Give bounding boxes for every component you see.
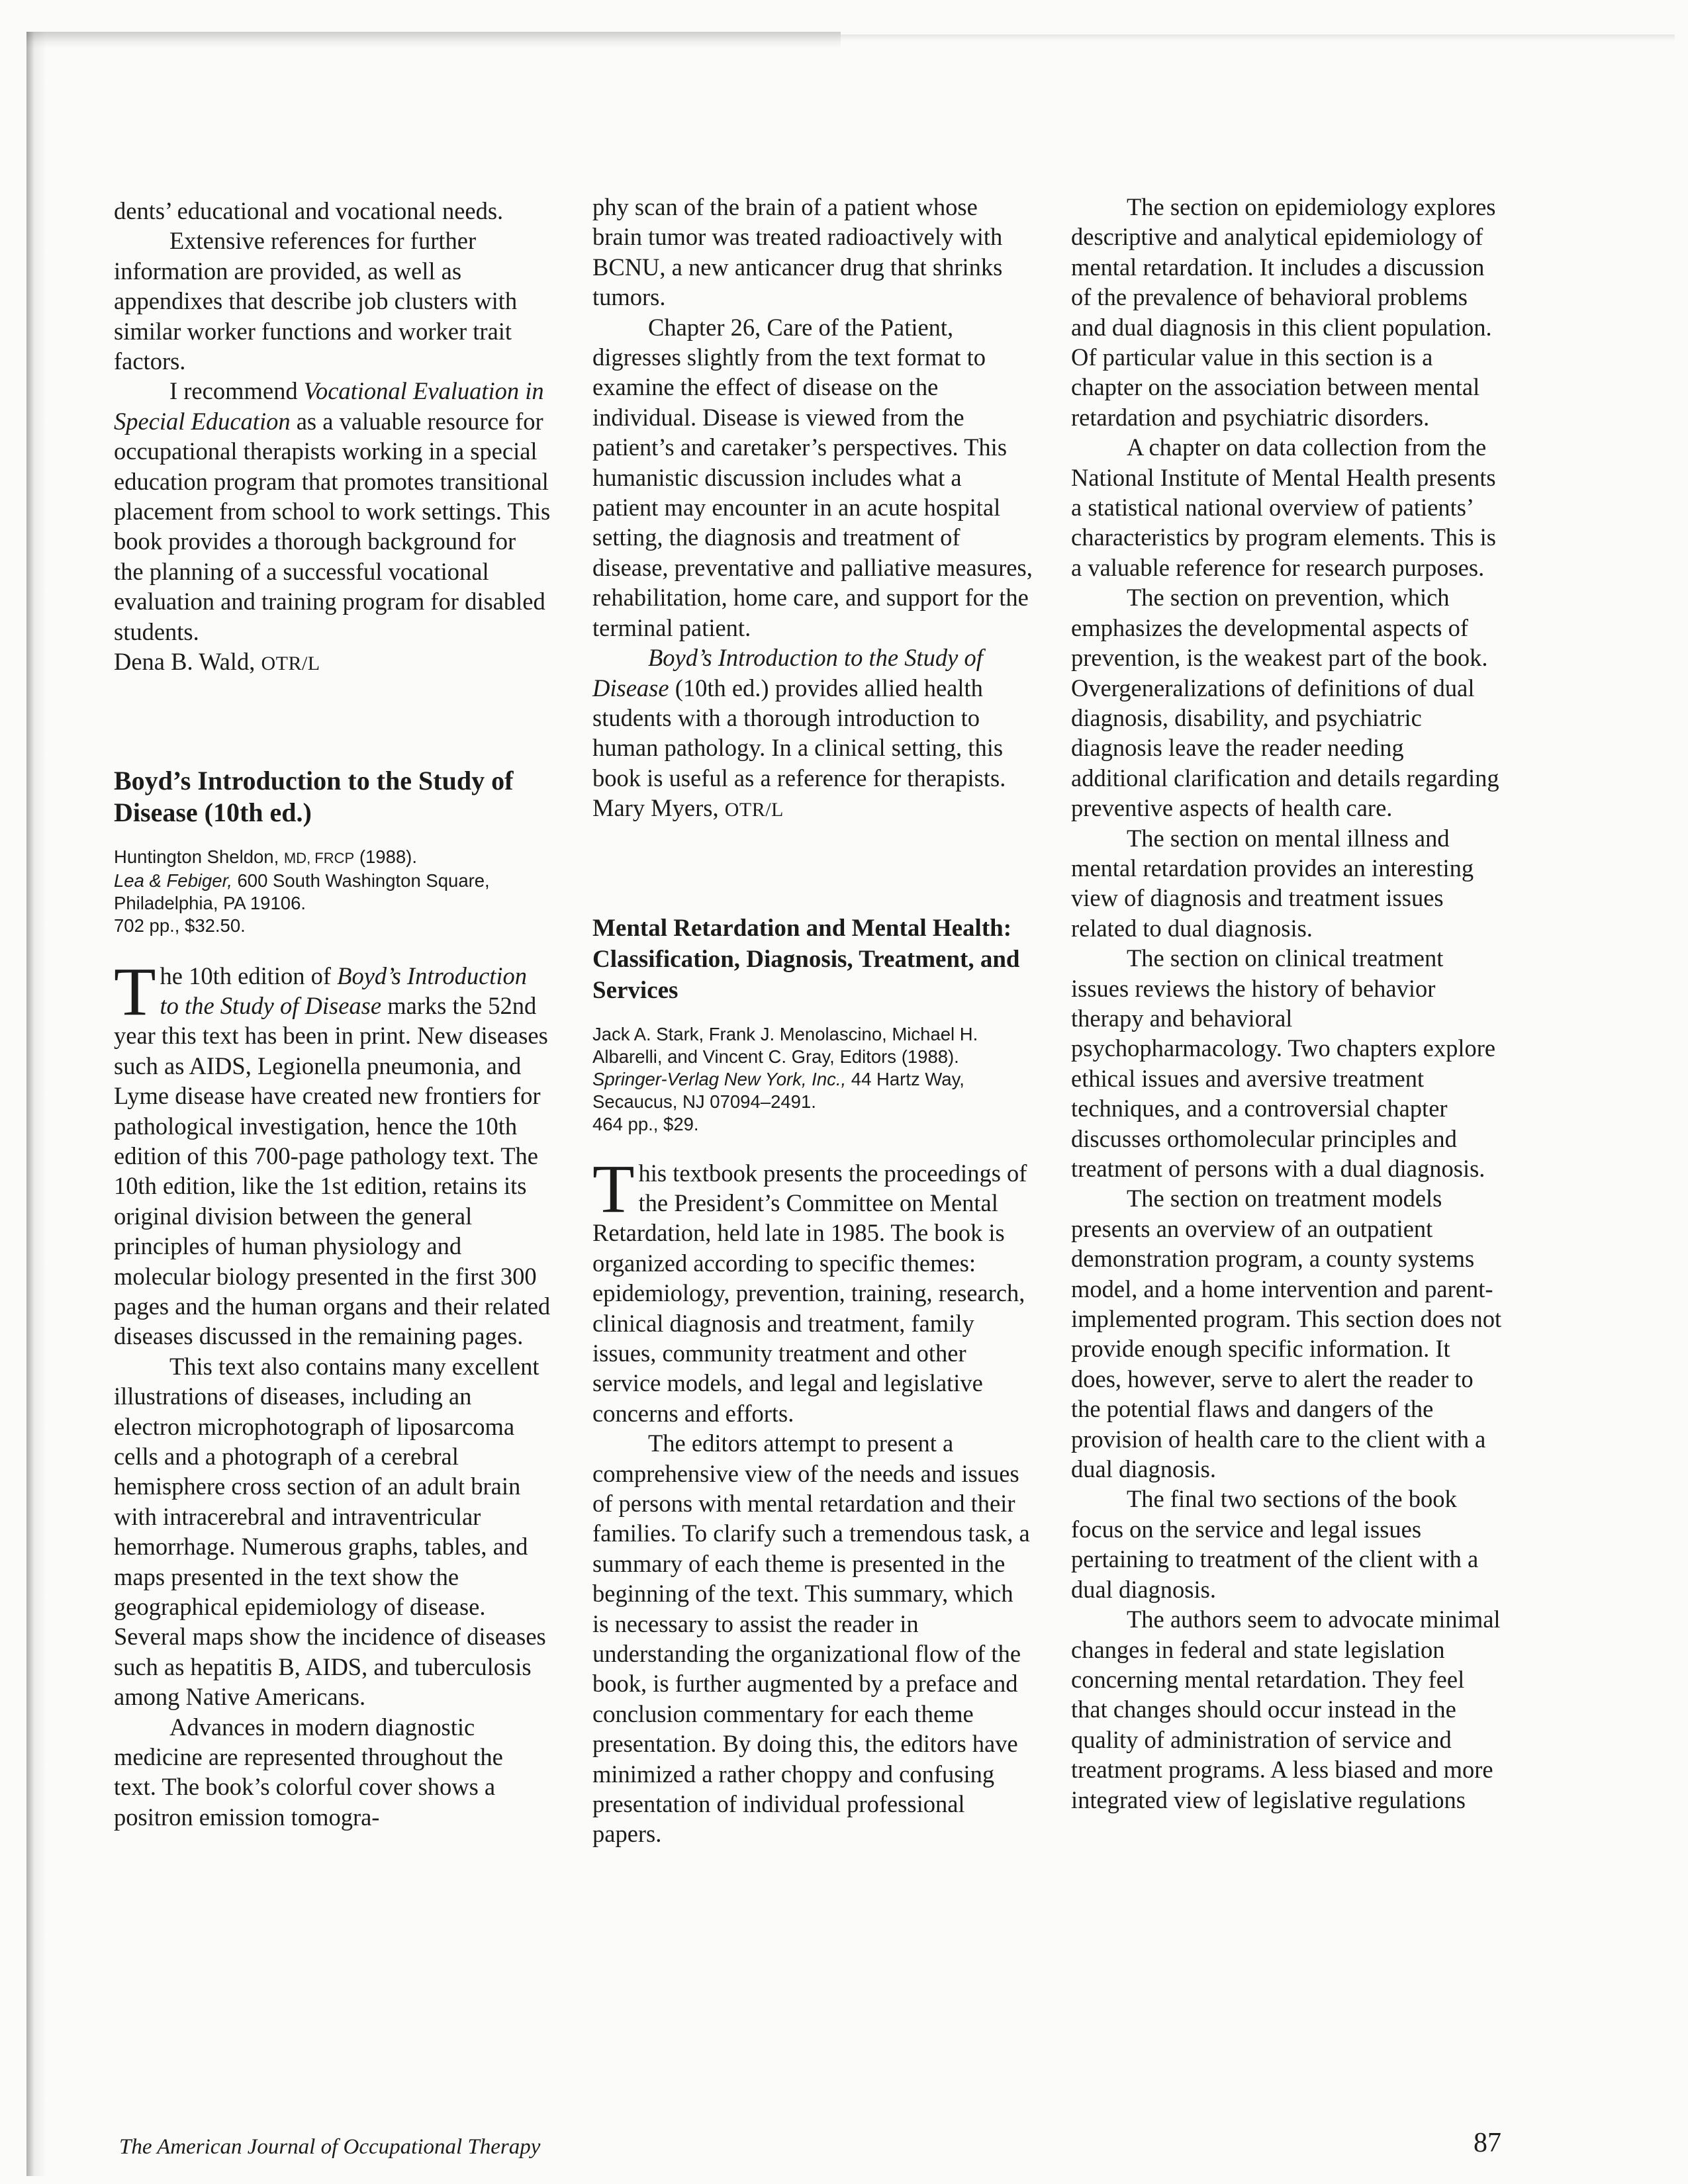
paragraph: phy scan of the brain of a patient whose brain tumor was treated radioactively with BCNU, a new anticancer drug that shrinks tumors. (592, 193, 1003, 311)
page-number: 87 (1474, 2128, 1501, 2158)
scan-shadow-top-right (841, 34, 1675, 41)
paragraph: The section on mental illness and mental retardation provides an interesting view of diagnosis and treatment issues related to dual diagnosis. (1071, 824, 1474, 942)
column-1 (114, 196, 551, 1832)
paragraph: The section on clinical treatment issues reviews the history of behavior therapy and behavioral psychopharmacology. Two chapters explore ethical issues and aversive treatment techniques, and a controversial chapter discusses orthomolecular principles and treatment of persons with a dual diagnosis. (1071, 944, 1496, 1182)
scan-shadow-top (26, 32, 841, 49)
bibliographic-pages-price: 702 pp., $32.50. (114, 915, 246, 936)
paragraph: Boyd’s Introduction to the Study of Disease (10th ed.) provides allied health students with a thorough introduction to human pathology. In a clinical setting, this book is useful as a reference for therapists. (592, 644, 1006, 792)
scan-shadow-left (26, 32, 46, 2176)
paragraph: Chapter 26, Care of the Patient, digresses slightly from the text format to examine the effect of disease on the individual. Disease is viewed from the patient’s and caretaker’s perspectives. This humanistic discussion includes what a patient may encounter in an acute hospital setting, the diagnosis and treatment of disease, preventative and palliative measures, rehabilitation, home care, and support for the terminal patient. (592, 313, 1033, 641)
bibliographic-editors: Jack A. Stark, Frank J. Menolascino, Michael H. Albarelli, and Vincent C. Gray, Editors (1988). (592, 1023, 978, 1067)
bibliographic-author: Huntington Sheldon, MD, FRCP (1988). (114, 846, 417, 867)
review-title: Mental Retardation and Mental Health: Classification, Diagnosis, Treatment, and Services (592, 914, 1020, 1004)
column-2 (592, 192, 1033, 1849)
paragraph: This textbook presents the proceedings of the President’s Committee on Mental Retardation, held late in 1985. The book is organized according to specific themes: epidemiology, prevention, training, research, clinical diagnosis and treatment, family issues, community treatment and other service models, and legal and legislative concerns and efforts. (592, 1150, 1027, 1427)
reviewer-signature: Mary Myers, OTR/L (592, 794, 784, 822)
paragraph: The final two sections of the book focus on the service and legal issues pertaining to treatment of the client with a dual diagnosis. (1071, 1485, 1479, 1603)
review-title: Boyd’s Introduction to the Study of Disease (10th ed.) (114, 765, 514, 827)
paragraph: This text also contains many excellent illustrations of diseases, including an electron microphotograph of liposarcoma cells and a photograph of a cerebral hemisphere cross section of an adult brain with intracerebral and intraventricular hemorrhage. Numerous graphs, tables, and maps presented in the text show the geographical epidemiology of disease. Several maps show the incidence of diseases such as hepatitis B, AIDS, and tuberculosis among Native Americans. (114, 1352, 546, 1711)
paragraph: The authors seem to advocate minimal changes in federal and state legislation concerning mental retardation. They feel that changes should occur instead in the quality of administration of service and treatment programs. A less biased and more integrated view of legislative regulations (1071, 1606, 1501, 1813)
paragraph: The section on epidemiology explores descriptive and analytical epidemiology of mental retardation. It includes a discussion of the prevalence of behavioral problems and dual diagnosis in this client population. Of particular value in this section is a chapter on the association between mental retardation and psychiatric disorders. (1071, 193, 1496, 431)
bibliographic-pages-price: 464 pp., $29. (592, 1113, 699, 1134)
column-3 (1071, 192, 1505, 1815)
paragraph: Advances in modern diagnostic medicine are represented throughout the text. The book’s colorful cover shows a positron emission tomogra- (114, 1713, 503, 1831)
bibliographic-publisher: Springer-Verlag New York, Inc., 44 Hartz Way, Secaucus, NJ 07094–2491. (592, 1068, 964, 1112)
paragraph: I recommend Vocational Evaluation in Special Education as a valuable resource for occupational therapists working in a special education program that promotes transitional placement from school to work settings. This book provides a thorough background for the planning of a successful vocational evaluation and training program for disabled students. (114, 377, 551, 645)
paragraph: Extensive references for further information are provided, as well as appendixes that describe job clusters with similar worker functions and worker trait factors. (114, 227, 518, 375)
paragraph: The editors attempt to present a comprehensive view of the needs and issues of persons with mental retardation and their families. To clarify such a tremendous task, a summary of each theme is presented in the beginning of the text. This summary, which is necessary to assist the reader in understanding the organizational flow of the book, is further augmented by a preface and conclusion commentary for each theme presentation. By doing this, the editors have minimized a rather choppy and confusing presentation of individual professional papers. (592, 1430, 1030, 1848)
drop-cap: T (114, 953, 156, 1030)
drop-cap: T (592, 1150, 635, 1227)
paragraph: The section on prevention, which emphasizes the developmental aspects of prevention, is the weakest part of the book. Overgeneralizations of definitions of dual diagnosis, disability, and psychiatric diagnosis leave the reader needing additional clarification and details regarding preventive aspects of health care. (1071, 584, 1499, 822)
reviewer-signature: Dena B. Wald, OTR/L (114, 648, 320, 676)
paragraph: dents’ educational and vocational needs. (114, 197, 504, 224)
paragraph: The 10th edition of Boyd’s Introduction to the Study of Disease marks the 52nd year this text has been in print. New diseases such as AIDS, Legionella pneumonia, and Lyme disease have created new frontiers for pathological investigation, hence the 10th edition of this 700-page pathology text. The 10th edition, like the 1st edition, retains its original division between the general principles of human physiology and molecular biology presented in the first 300 pages and the human organs and their related diseases discussed in the remaining pages. (114, 953, 551, 1350)
paragraph: The section on treatment models presents an overview of an outpatient demonstration program, a county systems model, and a home intervention and parent-implemented program. This section does not provide enough specific information. It does, however, serve to alert the reader to the potential flaws and dangers of the provision of health care to the client with a dual diagnosis. (1071, 1185, 1502, 1483)
journal-title: The American Journal of Occupational Therapy (119, 2135, 541, 2159)
paragraph: A chapter on data collection from the National Institute of Mental Health presents a statistical national overview of patients’ characteristics by program elements. This is a valuable reference for research purposes. (1071, 433, 1496, 581)
bibliographic-publisher: Lea & Febiger, 600 South Washington Square, Philadelphia, PA 19106. (114, 870, 490, 913)
